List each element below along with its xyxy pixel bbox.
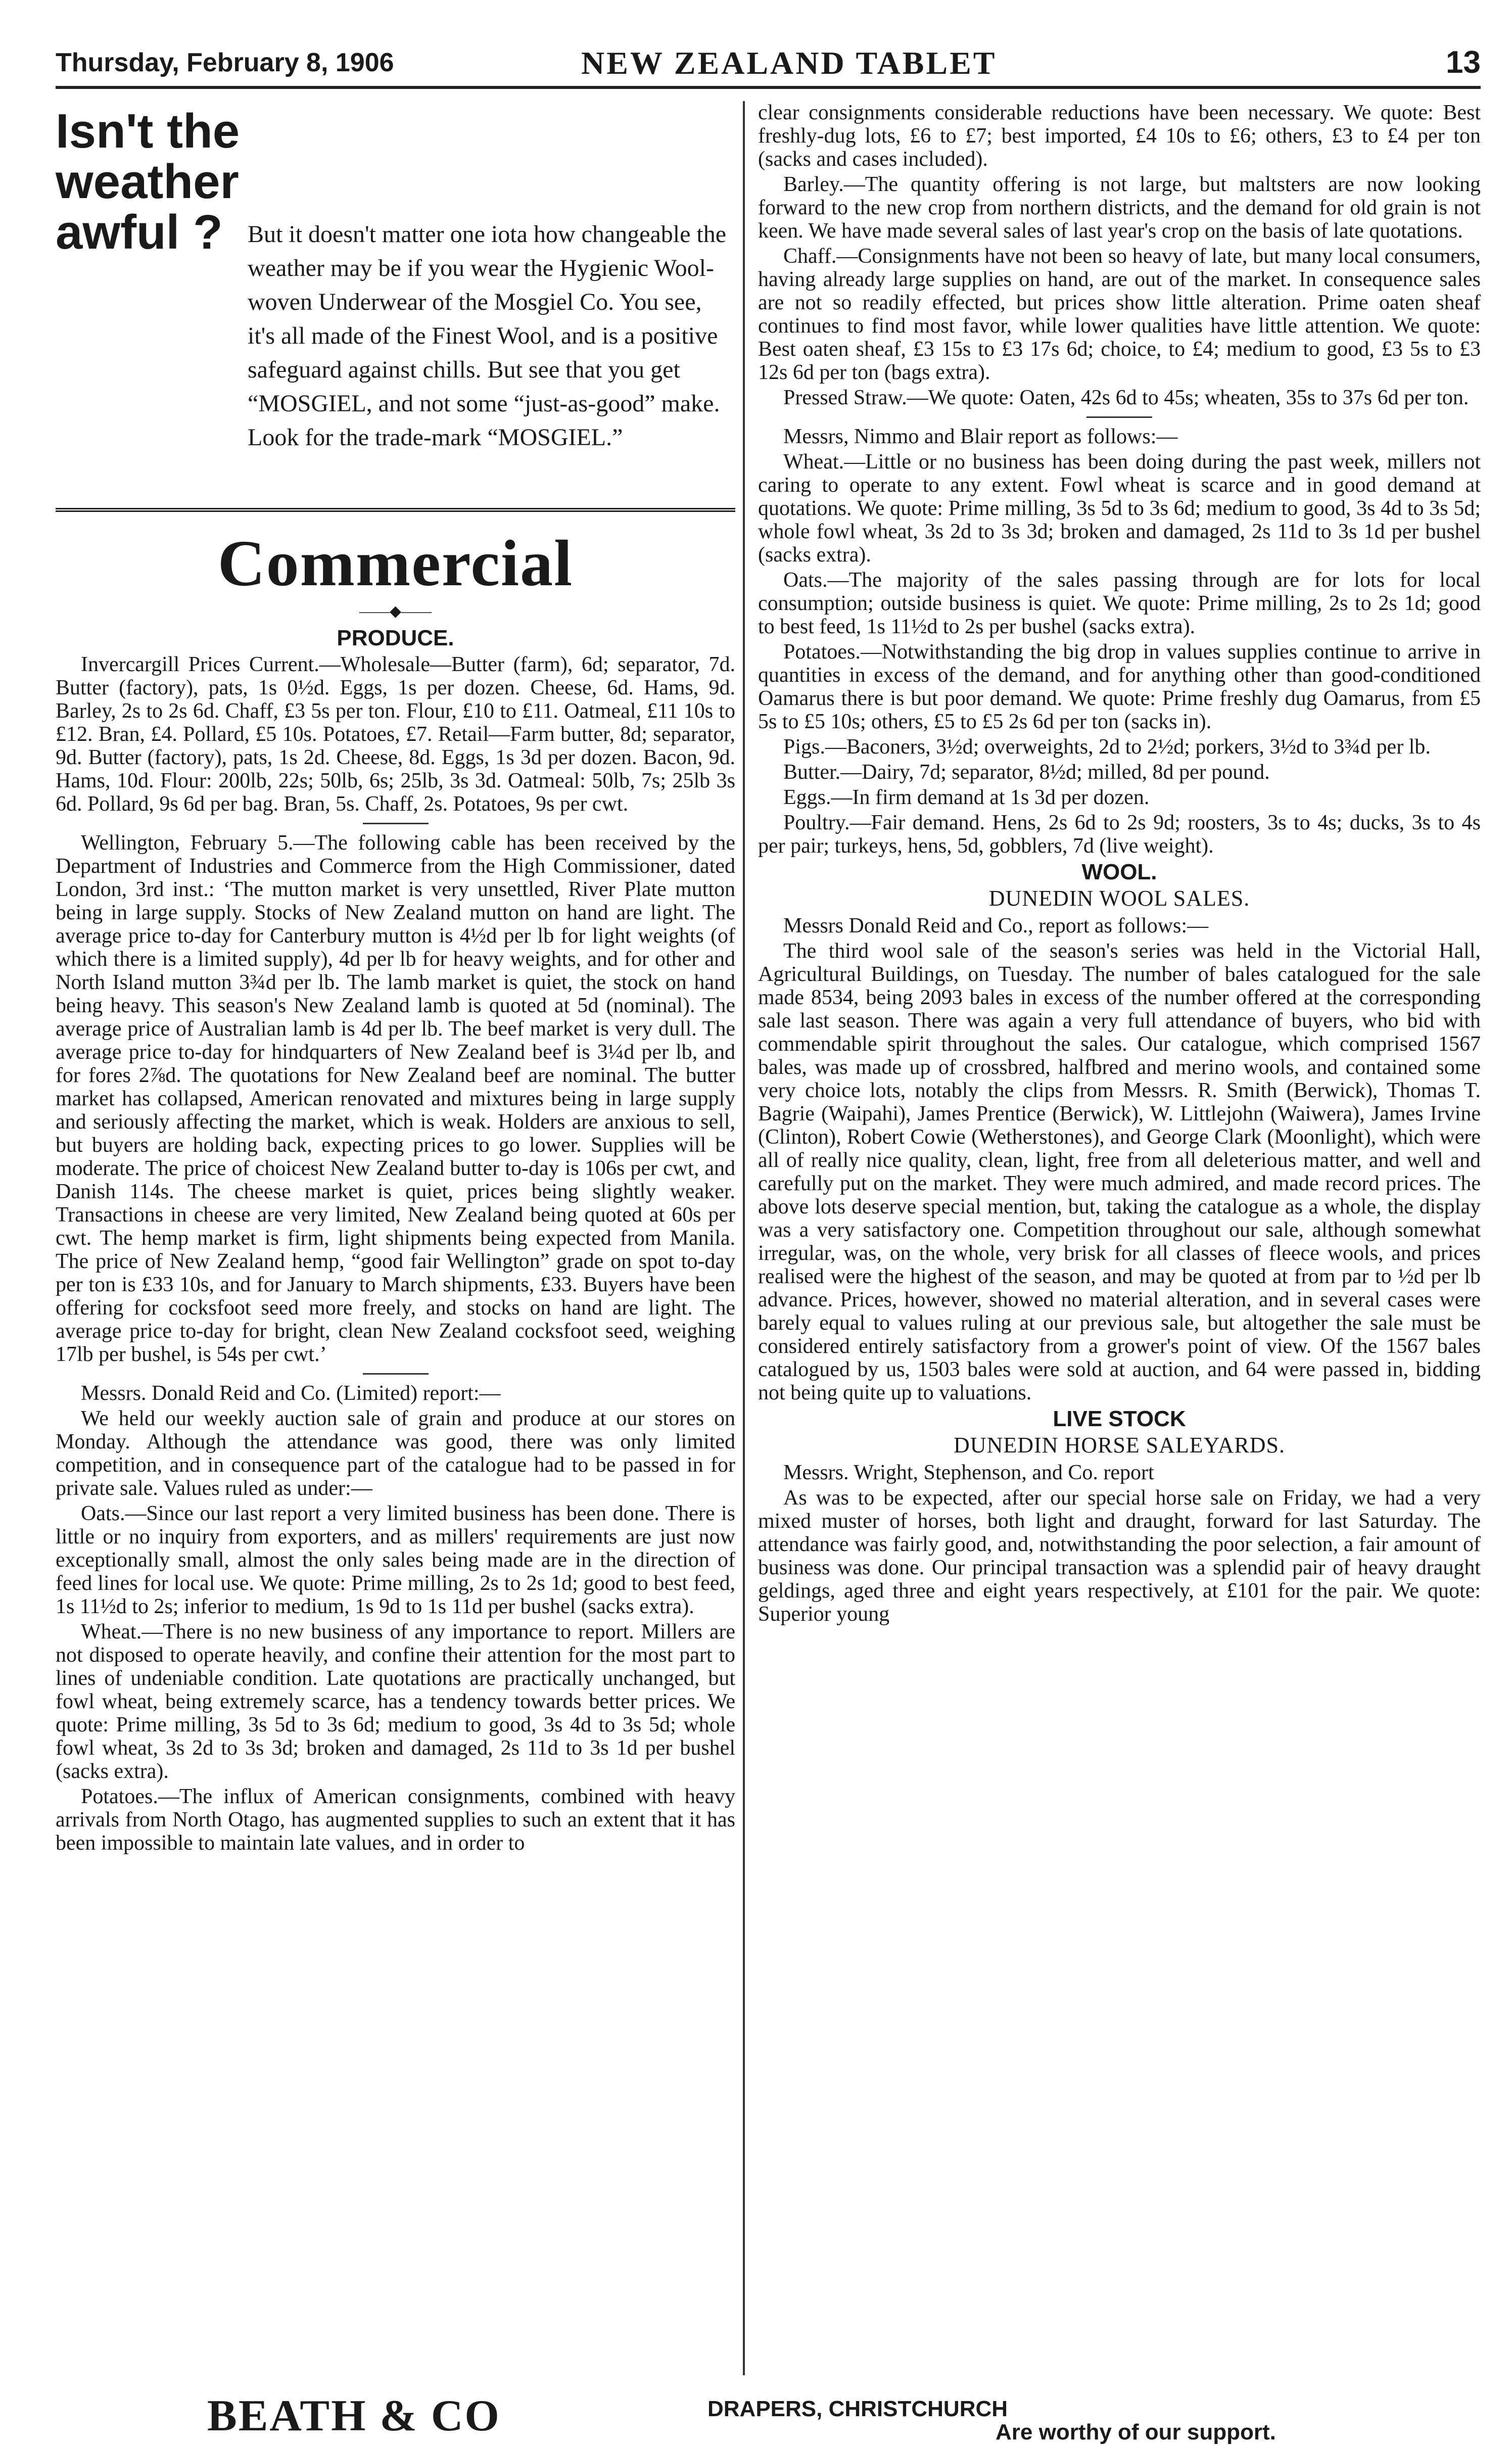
advert-headline-line-1: Isn't the xyxy=(56,104,240,158)
paragraph-chaff: Chaff.—Consignments have not been so heavy of late, but many local consumers, having already large supplies on hand, are out of the market. In consequence sales are not so readily effected, but prices show little alteration. Prime oaten sheaf continues to find most favor, while lower qualities have little attention. We quote: Best oaten sheaf, £3 15s to £3 17s 6d; choice, to £4; medium to good, £3 5s to £3 12s 6d per ton (bags extra). xyxy=(758,245,1481,384)
footer-brand: BEATH & CO xyxy=(207,2391,501,2440)
section-title-commercial: Commercial xyxy=(217,527,574,600)
ornament-divider: ——◆—— xyxy=(359,603,432,620)
masthead xyxy=(56,44,1481,90)
paragraph-wright-report: Messrs. Wright, Stephenson, and Co. report xyxy=(783,1461,1154,1484)
issue-date: Thursday, February 8, 1906 xyxy=(56,48,394,77)
page-number: 13 xyxy=(1446,45,1481,80)
column-divider xyxy=(743,101,745,2375)
paragraph-horse-sale: As was to be expected, after our special horse sale on Friday, we had a very mixed muster of horses, both light and draught, forward for last Saturday. The attendance was fairly good, and, notwithstanding the poor selection, a fair amount of business was done. Our principal transaction was a splendid pair of heavy draught geldings, aged three and eight years respectively, at £101 for the pair. We quote: Superior young xyxy=(758,1486,1481,1626)
footer-trade: DRAPERS, CHRISTCHURCH xyxy=(707,2396,1008,2421)
publication-title: NEW ZEALAND TABLET xyxy=(581,45,997,81)
paragraph-oats: Oats.—Since our last report a very limited business has been done. There is little or no inquiry from exporters, and as millers' requirements are just now exceptionally small, almost the only sales being made are in the direction of feed lines for local use. We quote: Prime milling, 2s to 2s 1d; good to best feed, 1s 11½d to 2s; inferior to medium, 1s 9d to 1s 11d per bushel (sacks extra). xyxy=(56,1502,735,1618)
paragraph-wheat: Wheat.—There is no new business of any importance to report. Millers are not disposed to operate heavily, and confine their attention for the most part to lines of undeniable condition. Late quotations are practically unchanged, but fowl wheat, being extremely scarce, has a tendency towards better prices. We quote: Prime milling, 3s 5d to 3s 6d; medium to good, 3s 4d to 3s 5d; whole fowl wheat, 3s 2d to 3s 3d; broken and damaged, 2s 11d to 3s 1d per bushel (sacks extra). xyxy=(56,1620,735,1783)
advert-headline-line-2: weather xyxy=(56,155,239,209)
paragraph-invercargill: Invercargill Prices Current.—Wholesale—Butter (farm), 6d; separator, 7d. Butter (factory), pats, 1s 0½d. Eggs, 1s per dozen. Cheese, 6d. Hams, 9d. Barley, 2s to 2s 6d. Chaff, £3 5s per ton. Flour, £10 to £11. Oatmeal, £11 10s to £12. Bran, £4. Pollard, £5 10s. Potatoes, £7. Retail—Farm butter, 8d; separator, 9d. Butter (factory), pats, 1s 2d. Cheese, 8d. Eggs, 1s 3d per dozen. Bacon, 9d. Hams, 10d. Flour: 200lb, 22s; 50lb, 6s; 25lb, 3s 3d. Oatmeal: 50lb, 7s; 25lb 3s 6d. Pollard, 9s 6d per bag. Bran, 5s. Chaff, 2s. Potatoes, 9s per cwt. xyxy=(56,653,735,816)
left-column xyxy=(56,101,735,1857)
advert-headline xyxy=(56,106,240,258)
wool-subheading: DUNEDIN WOOL SALES. xyxy=(988,886,1250,911)
paragraph-potatoes: Potatoes.—The influx of American consignments, combined with heavy arrivals from North Otago, has augmented supplies to such an extent that it has been impossible to maintain late values, and in order to xyxy=(56,1785,735,1855)
header-rule xyxy=(56,86,1481,89)
produce-heading: PRODUCE. xyxy=(337,626,454,650)
advert-body: But it doesn't matter one iota how changeable the weather may be if you wear the Hygienic Wool-woven Underwear of the Mosgiel Co. You see, it's all made of the Finest Wool, and is a positive safeguard against chills. But see that you get “MOSGIEL, and not some “just-as-good” make. Look for the trade-mark “MOSGIEL.” xyxy=(248,221,727,451)
live-stock-heading: LIVE STOCK xyxy=(1053,1406,1186,1431)
paragraph-barley: Barley.—The quantity offering is not large, but maltsters are now looking forward to the new crop from northern districts, and the demand for old grain is not keen. We have made several sales of last year's crop on the basis of late quotations. xyxy=(758,173,1481,243)
paragraph-pigs: Pigs.—Baconers, 3½d; overweights, 2d to 2½d; porkers, 3½d to 3¾d per lb. xyxy=(783,735,1431,759)
wool-heading: WOOL. xyxy=(1081,860,1157,884)
paragraph-reid-report: Messrs. Donald Reid and Co. (Limited) report:— xyxy=(81,1382,501,1405)
footer-advert xyxy=(56,2390,1481,2444)
paragraph-poultry: Poultry.—Fair demand. Hens, 2s 6d to 2s 9d; roosters, 3s to 4s; ducks, 3s to 4s per pair; turkeys, hens, 5d, gobblers, 7d (live weight). xyxy=(758,811,1481,858)
paragraph-nimmo-blair: Messrs, Nimmo and Blair report as follows:— xyxy=(783,425,1178,448)
paragraph-wool-sale: The third wool sale of the season's series was held in the Victorial Hall, Agricultural Buildings, on Tuesday. The number of bales catalogued for the sale made 8534, being 2093 bales in excess of the number offered at the corresponding sale last season. There was again a very full attendance of buyers, who bid with commendable spirit throughout the sales. Our catalogue, which comprised 1567 bales, was made up of crossbred, halfbred and merino wools, and contained some very choice lots, notably the clips from Messrs. R. Smith (Berwick), Thomas T. Bagrie (Waipahi), James Prentice (Berwick), W. Littlejohn (Waiwera), James Irvine (Clinton), Robert Cowie (Wetherstones), and George Clark (Moonlight), which were all of really nice quality, clean, light, free from all deleterious matter, and well and carefully put on the market. They were much admired, and made record prices. The above lots deserve special mention, but, taking the catalogue as a whole, the display was a very satisfactory one. Competition throughout our sale, although somewhat irregular, was, on the whole, very brisk for all classes of fleece wools, and prices realised were the highest of the season, and may be quoted at from par to ½d per lb advance. Prices, however, showed no material alteration, and in several cases were barely equal to values ruling at our previous sale, but altogether the sale must be considered entirely satisfactory from a grower's point of view. Of the 1567 bales catalogued by us, 1503 bales were sold at auction, and 64 were passed in, bidding not being quite up to valuations. xyxy=(758,939,1481,1404)
paragraph-wool-report: Messrs Donald Reid and Co., report as follows:— xyxy=(783,914,1209,937)
separator xyxy=(363,1373,429,1375)
footer-tagline: Are worthy of our support. xyxy=(996,2420,1276,2444)
paragraph-auction: We held our weekly auction sale of grain and produce at our stores on Monday. Although the attendance was good, there was only limited competition, and in consequence part of the catalogue had to be passed in for private sale. Values ruled as under:— xyxy=(56,1407,735,1500)
paragraph-consignments: clear consignments considerable reductions have been necessary. We quote: Best freshly-dug lots, £6 to £7; best imported, £4 10s to £6; others, £3 to £4 per ton (sacks and cases included). xyxy=(758,101,1481,171)
paragraph-straw: Pressed Straw.—We quote: Oaten, 42s 6d to 45s; wheaten, 35s to 37s 6d per ton. xyxy=(783,386,1469,409)
paragraph-nb-wheat: Wheat.—Little or no business has been doing during the past week, millers not caring to operate to any extent. Fowl wheat is scarce and in good demand at quotations. We quote: Prime milling, 3s 5d to 3s 6d; medium to good, 3s 4d to 3s 5d; whole fowl wheat, 3s 2d to 3s 3d; broken and damaged, 2s 11d to 3s 1d per bushel (sacks extra). xyxy=(758,450,1481,567)
paragraph-wellington: Wellington, February 5.—The following cable has been received by the Department of Industries and Commerce from the High Commissioner, dated London, 3rd inst.: ‘The mutton market is very unsettled, River Plate mutton being in large supply. Stocks of New Zealand mutton on hand are light. The average price to-day for Canterbury mutton is 4½d per lb for light weights (of which there is a limited supply), 4d per lb for heavy weights, and for other and North Island mutton 3¾d per lb. The lamb market is quiet, the stock on hand being heavy. This season's New Zealand lamb is quoted at 5d (nominal). The average price of Australian lamb is 4d per lb. The beef market is very dull. The average price to-day for hindquarters of New Zealand beef is 3¼d per lb, and for fores 2⅞d. The quotations for New Zealand beef are nominal. The butter market has collapsed, American renovated and mixtures being in large supply and seriously affecting the market, which is weak. Holders are anxious to sell, but buyers are holding back, expecting prices to go lower. Supplies will be moderate. The price of choicest New Zealand butter to-day is 106s per cwt, and Danish 114s. The cheese market is quiet, prices being slightly weaker. Transactions in cheese are very limited, New Zealand being quoted at 60s per cwt. The hemp market is firm, light shipments being expected from Manila. The price of New Zealand hemp, “good fair Wellington” grade on spot to-day per ton is £33 10s, and for January to March shipments, £33. Buyers have been offering for cocksfoot seed more freely, and stocks on hand are light. The average price to-day for bright, clean New Zealand cocksfoot seed, weighing 17lb per bushel, is 54s per cwt.’ xyxy=(56,831,735,1366)
right-column xyxy=(758,101,1481,1628)
paragraph-nb-potatoes: Potatoes.—Notwithstanding the big drop in values supplies continue to arrive in quantities in excess of the demand, and for anything other than good-conditioned Oamarus there is but poor demand. We quote: Prime freshly dug Oamarus, from £5 5s to £5 10s; others, £5 to £5 2s 6d per ton (sacks in). xyxy=(758,640,1481,733)
horse-saleyards-subheading: DUNEDIN HORSE SALEYARDS. xyxy=(954,1433,1285,1457)
advert-headline-line-3: awful ? xyxy=(56,205,223,259)
advert-rule xyxy=(56,508,735,512)
mosgiel-advert xyxy=(56,101,735,521)
separator xyxy=(363,823,429,824)
separator xyxy=(1086,416,1152,418)
paragraph-butter: Butter.—Dairy, 7d; separator, 8½d; milled, 8d per pound. xyxy=(783,761,1270,784)
paragraph-nb-oats: Oats.—The majority of the sales passing through are for lots for local consumption; outside business is quiet. We quote: Prime milling, 2s to 2s 1d; good to best feed, 1s 11½d to 2s per bushel (sacks extra). xyxy=(758,569,1481,638)
paragraph-eggs: Eggs.—In firm demand at 1s 3d per dozen. xyxy=(783,786,1150,809)
